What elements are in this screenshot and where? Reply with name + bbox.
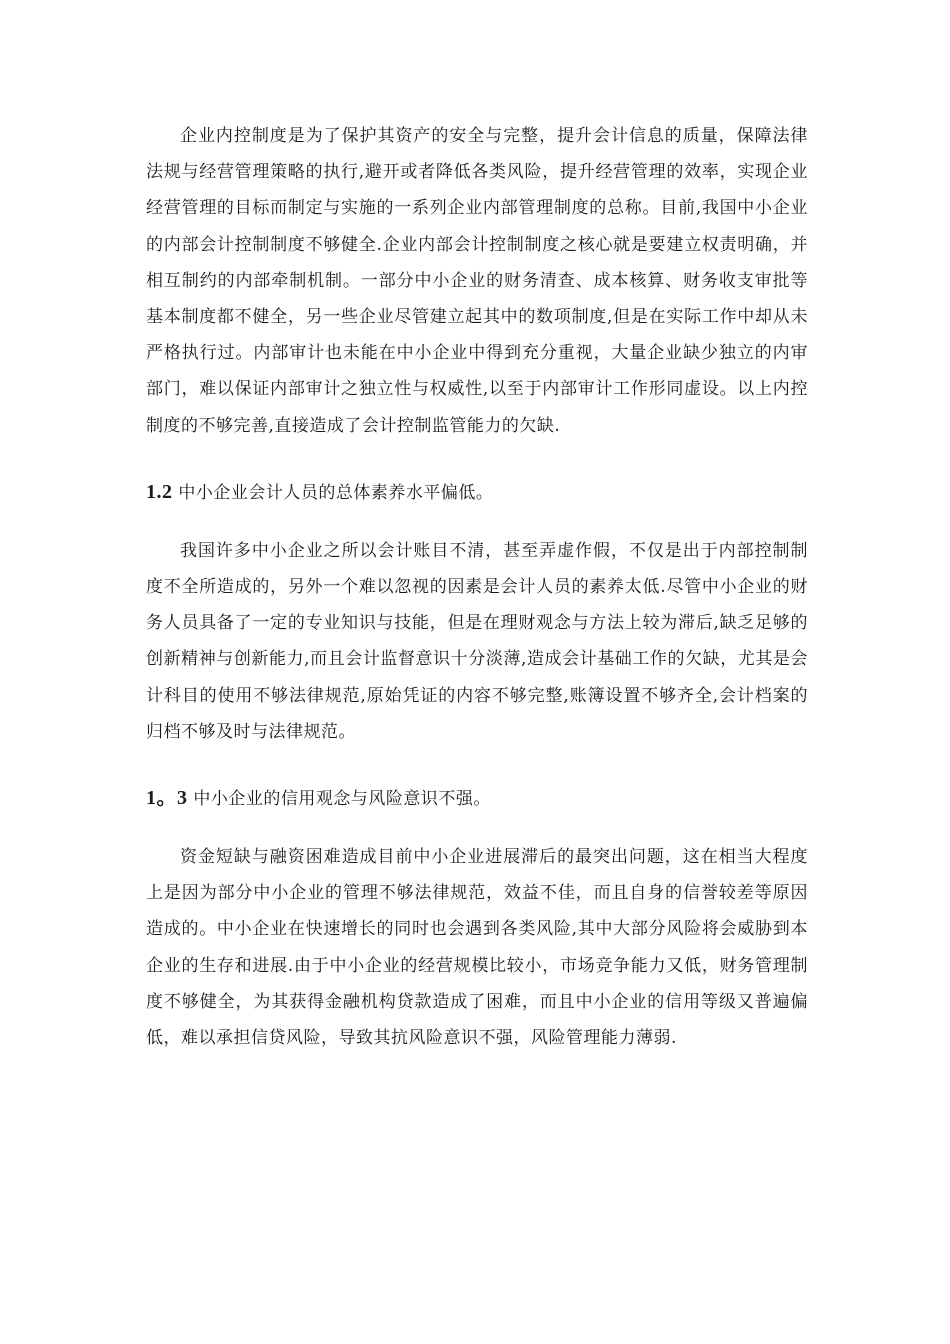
- section-number: 1.2: [146, 480, 173, 503]
- section-title: 中小企业的信用观念与风险意识不强。: [193, 789, 491, 810]
- document-body: [146, 118, 808, 1056]
- paragraph-accountant-quality: 我国许多中小企业之所以会计账目不清，甚至弄虚作假，不仅是出于内部控制制度不全所造成的，另外一个难以忽视的因素是会计人员的素养太低.尽管中小企业的财务人员具备了一定的专业知识与技能，但是在理财观念与方法上较为滞后,缺乏足够的创新精神与创新能力,而且会计监督意识十分淡薄,造成会计基础工作的欠缺，尤其是会计科目的使用不够法律规范,原始凭证的内容不够完整,账簿设置不够齐全,会计档案的归档不够及时与法律规范。: [146, 540, 808, 742]
- section-title: 中小企业会计人员的总体素养水平偏低。: [178, 482, 494, 503]
- section-heading-1-3: [146, 780, 808, 817]
- section-number: 1。3: [146, 787, 188, 810]
- paragraph-credit-risk: 资金短缺与融资困难造成目前中小企业进展滞后的最突出问题，这在相当大程度上是因为部分中小企业的管理不够法律规范，效益不佳，而且自身的信誉较差等原因造成的。中小企业在快速增长的同时也会遇到各类风险,其中大部分风险将会威胁到本企业的生存和进展.由于中小企业的经营规模比较小，市场竞争能力又低，财务管理制度不够健全，为其获得金融机构贷款造成了困难，而且中小企业的信用等级又普遍偏低，难以承担信贷风险，导致其抗风险意识不强，风险管理能力薄弱.: [146, 847, 808, 1049]
- section-heading-1-2: [146, 474, 808, 511]
- paragraph-internal-control: 企业内控制度是为了保护其资产的安全与完整，提升会计信息的质量，保障法律法规与经营管理策略的执行,避开或者降低各类风险，提升经营管理的效率，实现企业经营管理的目标而制定与实施的一系列企业内部管理制度的总称。目前,我国中小企业的内部会计控制制度不够健全.企业内部会计控制制度之核心就是要建立权责明确，并相互制约的内部牵制机制。一部分中小企业的财务清查、成本核算、财务收支审批等基本制度都不健全，另一些企业尽管建立起其中的数项制度,但是在实际工作中却从未严格执行过。内部审计也未能在中小企业中得到充分重视，大量企业缺少独立的内审部门，难以保证内部审计之独立性与权威性,以至于内部审计工作形同虚设。以上内控制度的不够完善,直接造成了会计控制监管能力的欠缺.: [146, 126, 808, 436]
